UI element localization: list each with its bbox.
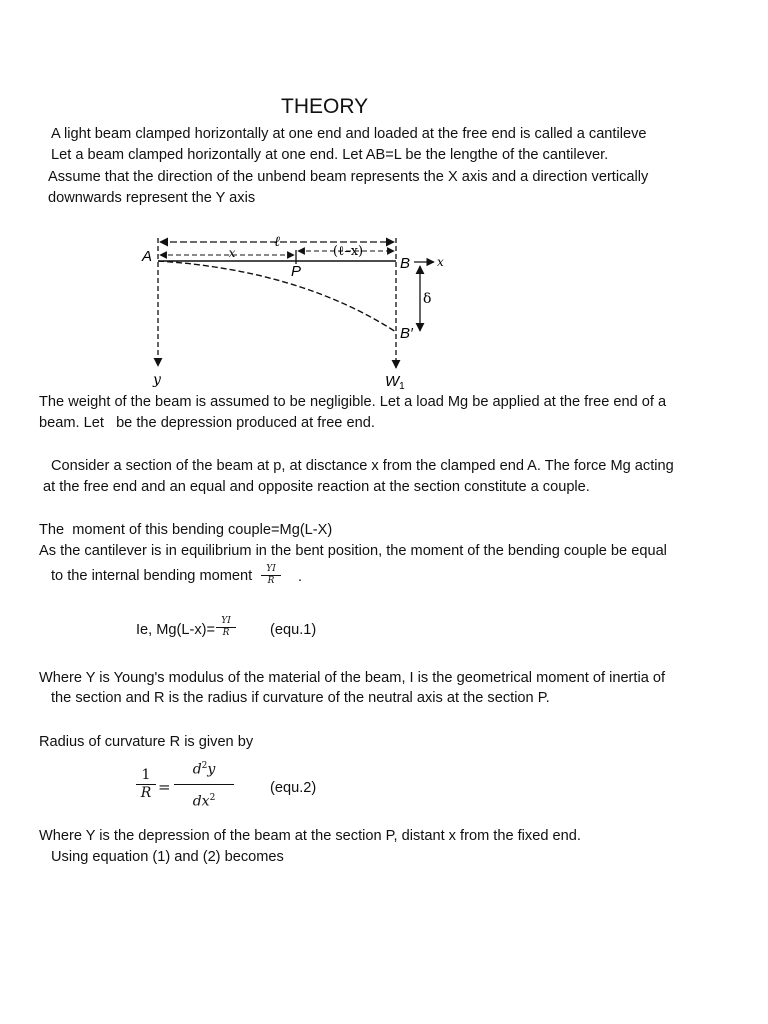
bent-beam-curve: [158, 261, 396, 332]
label-y: y: [153, 372, 161, 388]
label-P: P: [291, 263, 302, 280]
section-line: at the free end and an equal and opposite reaction at the section constitute a couple.: [43, 479, 590, 495]
equation-1-lhs: Ie, Mg(L-x)=: [136, 622, 216, 638]
label-l: ℓ: [274, 234, 280, 250]
depression-line: Where Y is the depression of the beam at the section P, distant x from the fixed end.: [39, 828, 581, 844]
equilibrium-line: to the internal bending moment: [51, 568, 253, 584]
trailing-dot: .: [298, 569, 303, 585]
moment-fraction: [261, 564, 281, 587]
label-W: $W_1$: [385, 373, 405, 392]
intro-line: Assume that the direction of the unbend beam represents the X axis and a direction vertically: [48, 169, 649, 185]
equilibrium-line: As the cantilever is in equilibrium in the bent position, the moment of the bending couple be equal: [39, 543, 667, 559]
intro-line: A light beam clamped horizontally at one end and loaded at the free end is called a cantileve: [51, 126, 647, 142]
fraction-denominator: R: [140, 785, 152, 801]
fraction-numerator: 1: [141, 767, 151, 783]
equation-1-tag: (equ.1): [270, 622, 317, 638]
fraction-denominator: R: [267, 576, 275, 586]
page-title: THEORY: [281, 95, 369, 118]
fraction-denominator: $dx^2$: [192, 792, 216, 810]
fraction-numerator: YI: [266, 564, 276, 574]
fraction-numerator: YI: [221, 616, 231, 626]
depression-line: Using equation (1) and (2) becomes: [51, 849, 284, 865]
equation-2-lhs-fraction: [136, 767, 156, 802]
label-delta: δ: [423, 291, 432, 307]
label-B: B: [400, 255, 411, 272]
section-line: Consider a section of the beam at p, at disctance x from the clamped end A. The force Mg acting: [51, 458, 674, 474]
label-B-prime: B′: [400, 325, 413, 342]
weight-line: The weight of the beam is assumed to be negligible. Let a load Mg be applied at the free end of a: [39, 394, 667, 410]
label-l-minus-x: (ℓ–x): [332, 244, 364, 259]
equation-2-rhs-fraction: [174, 757, 234, 811]
intro-line: downwards represent the Y axis: [48, 190, 256, 206]
fraction-numerator: $d^2y$: [192, 761, 216, 778]
radius-line: Radius of curvature R is given by: [39, 734, 254, 750]
weight-line: beam. Let be the depression produced at free end.: [39, 415, 375, 431]
label-x-axis: x: [437, 255, 444, 269]
young-line: the section and R is the radius if curvature of the neutral axis at the section P.: [51, 690, 550, 706]
intro-line: Let a beam clamped horizontally at one end. Let AB=L be the lengthe of the cantilever.: [51, 147, 609, 163]
young-line: Where Y is Young's modulus of the material of the beam, I is the geometrical moment of inertia of: [39, 670, 666, 686]
label-A: A: [142, 248, 153, 265]
equation-1-fraction: [216, 616, 236, 639]
equation-2-tag: (equ.2): [270, 780, 317, 796]
cantilever-diagram: [130, 228, 450, 392]
equation-2-equals: =: [158, 778, 171, 796]
moment-line: The moment of this bending couple=Mg(L-X): [39, 522, 333, 538]
fraction-denominator: R: [222, 628, 230, 638]
label-x: x: [228, 246, 236, 260]
